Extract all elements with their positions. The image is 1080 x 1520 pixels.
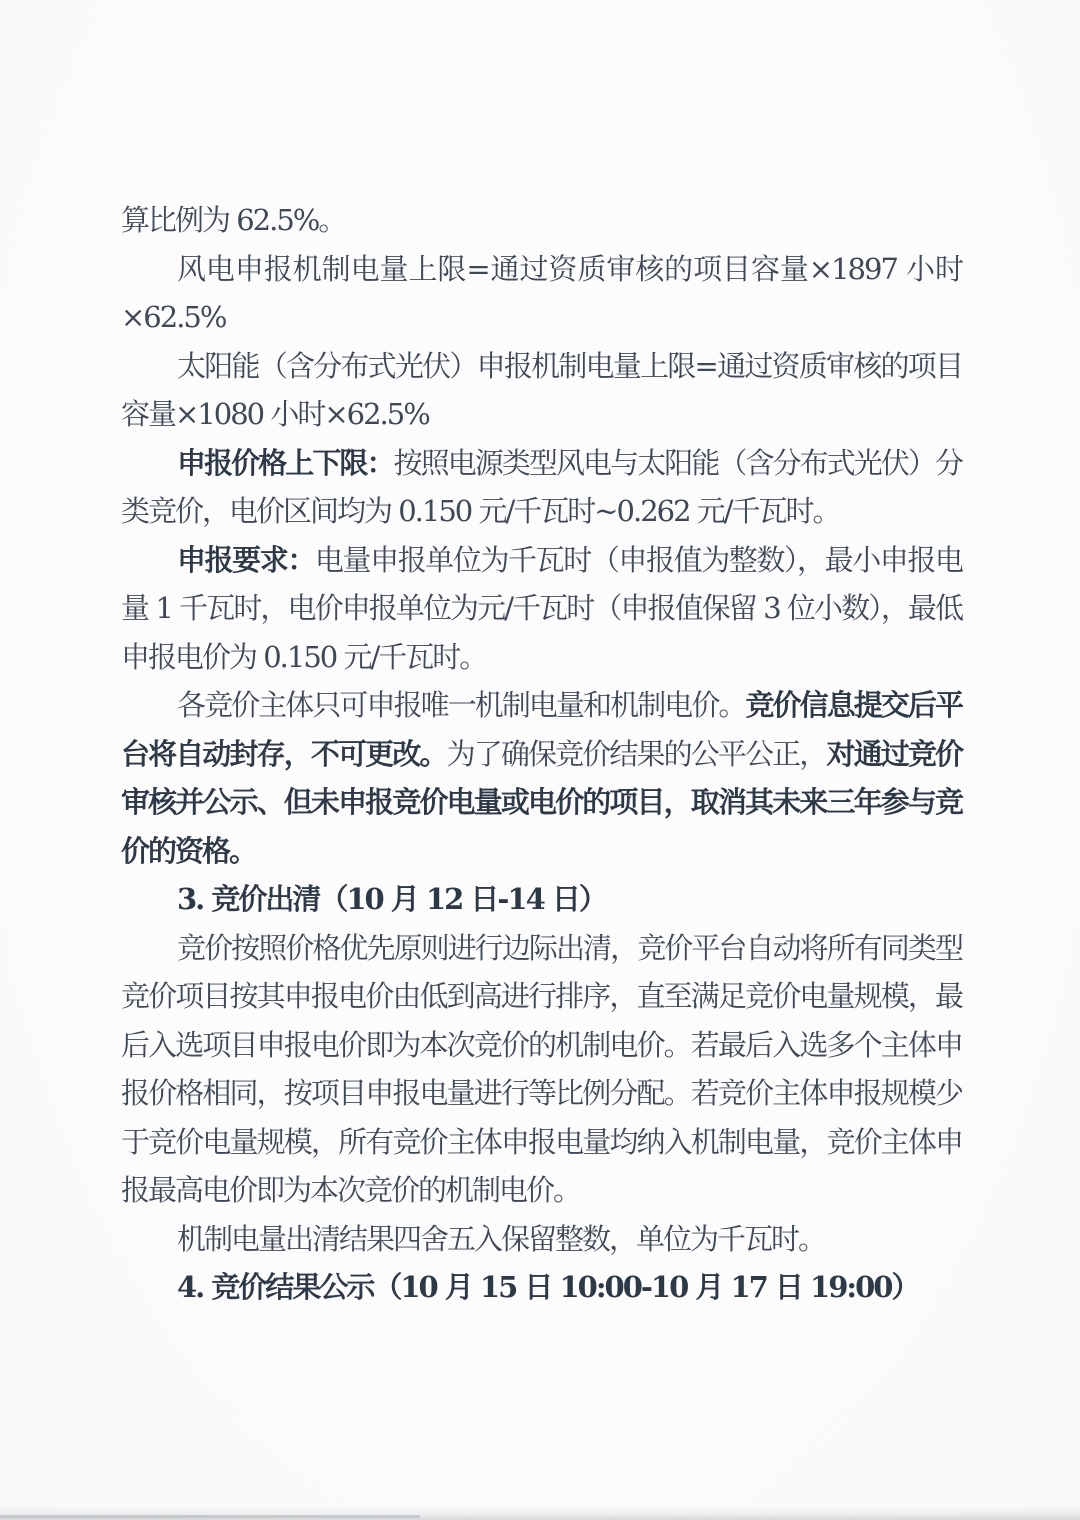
text-run: 各竞价主体只可申报唯一机制电量和机制电价。 [177, 688, 746, 722]
text-run: 竞价按照价格优先原则进行边际出清，竞价平台自动将所有同类型竞价项目按其申报电价由低到高进行排序，直至满足竞价电量规模，最后入选项目申报电价即为本次竞价的机制电价。若最后入选多个主体申报价格相同，按项目申报电量进行等比例分配。若竞价主体申报规模少于竞价电量规模，所有竞价主体申报电量均纳入机制电量，竞价主体申报最高电价即为本次竞价的机制电价。 [121, 930, 962, 1207]
text-run: 电量申报单位为千瓦时（申报值为整数），最小申报电量 1 千瓦时，电价申报单位为元/千瓦时（申报值保留 3 位小数），最低申报电价为 0.150 元/千瓦时。 [121, 542, 962, 674]
paragraph [121, 1215, 962, 1264]
paragraph [121, 196, 962, 245]
section-heading [121, 875, 962, 924]
paragraph [121, 439, 962, 536]
text-run: 风电申报机制电量上限=通过资质审核的项目容量×1897 小时×62.5% [121, 251, 962, 334]
paragraph [121, 536, 962, 682]
text-run: 按照电源类型风电与太阳能（含分布式光伏）分类竞价，电价区间均为 0.150 元/千瓦时~0.262 元/千瓦时。 [121, 445, 962, 528]
paragraph [121, 342, 962, 439]
paragraph [121, 924, 962, 1215]
text-run: 申报价格上下限： [177, 445, 394, 480]
text-run: 算比例为 62.5%。 [121, 203, 346, 237]
text-run: 4. 竞价结果公示（10 月 15 日 10:00-10 月 17 日 19:00） [177, 1270, 919, 1304]
paragraph [121, 681, 962, 875]
text-run: 申报要求： [177, 542, 315, 577]
scan-bottom-edge [0, 1506, 1080, 1520]
text-run: 为了确保竞价结果的公平公正， [446, 736, 827, 771]
text-run: 太阳能（含分布式光伏）申报机制电量上限=通过资质审核的项目容量×1080 小时×62.5% [121, 348, 962, 431]
text-run: 对通过竞价审核并公示、但未申报竞价电量或电价的项目，取消其未来三年参与竞价的资格。 [121, 736, 962, 868]
text-run: 竞价信息提交后平台将自动封存，不可更改。 [121, 688, 962, 771]
document-content [121, 196, 962, 1312]
section-heading [121, 1263, 962, 1312]
text-run: 3. 竞价出清（10 月 12 日-14 日） [177, 882, 606, 916]
text-run: 机制电量出清结果四舍五入保留整数，单位为千瓦时。 [177, 1221, 826, 1256]
paragraph [121, 245, 962, 342]
